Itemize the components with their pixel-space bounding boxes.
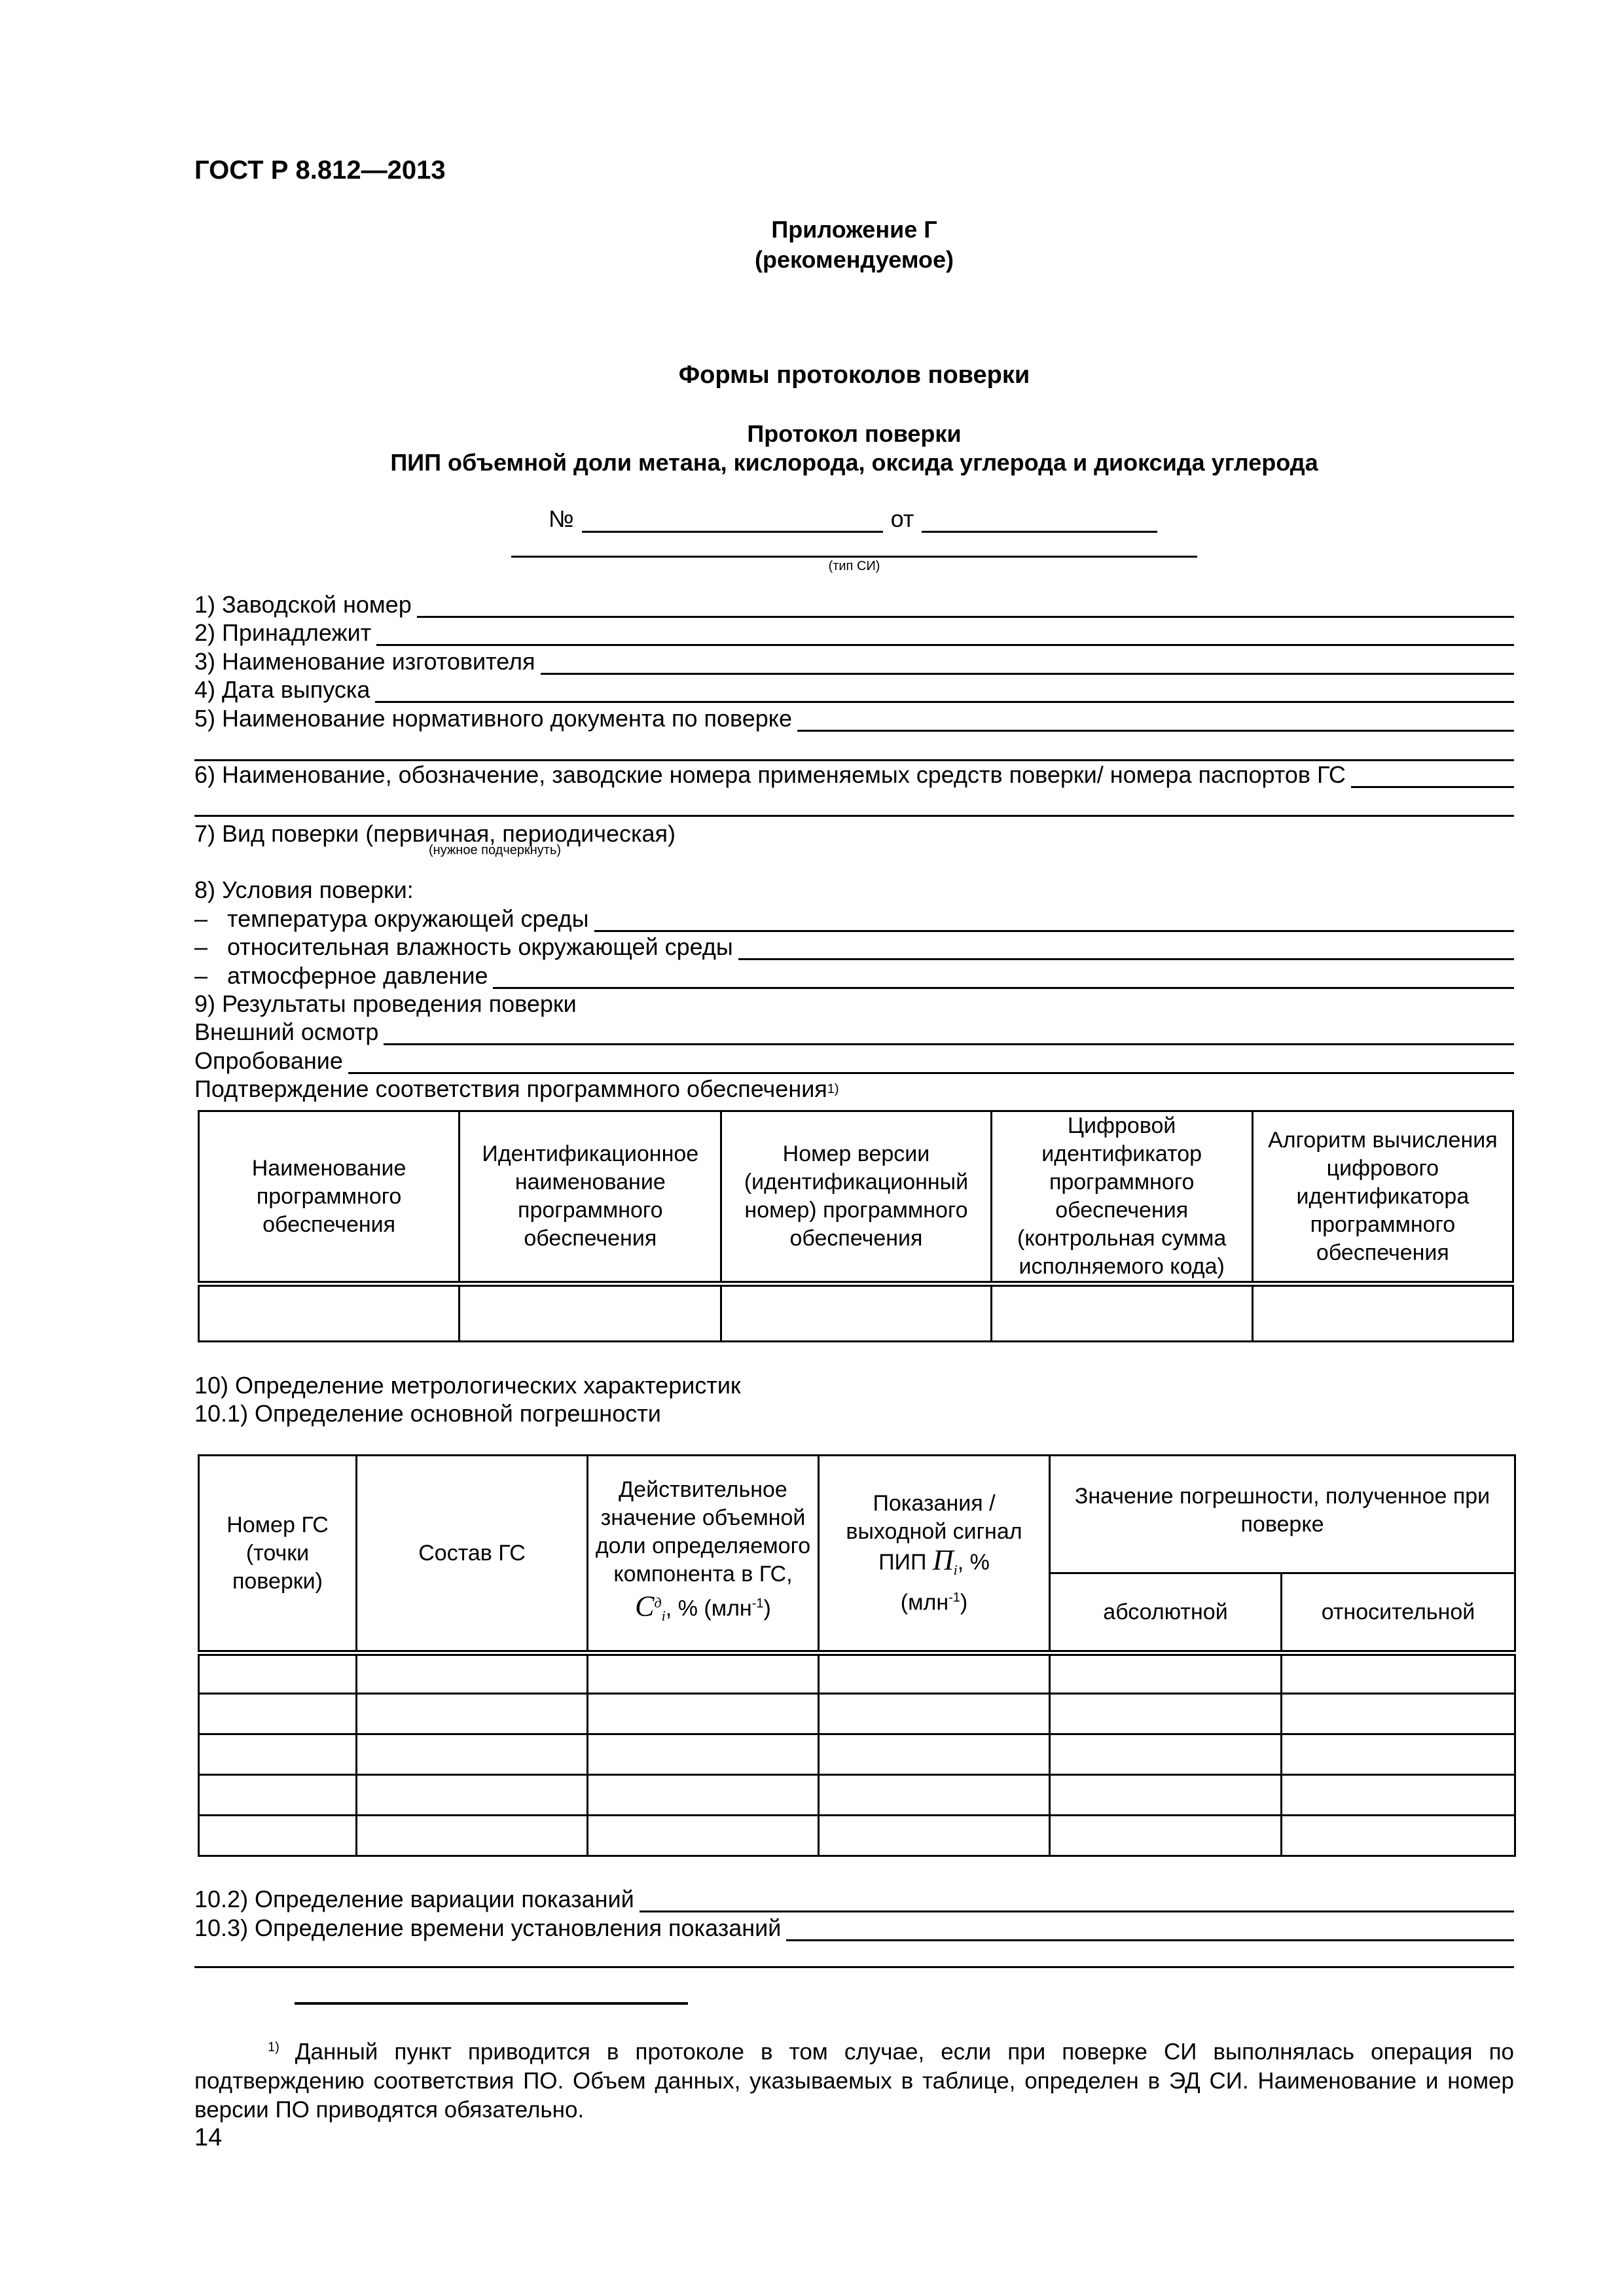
- field-verification-type: [194, 818, 1514, 847]
- field-inspection: [194, 1016, 1514, 1045]
- field-release-date: [194, 674, 1514, 703]
- table-cell[interactable]: [460, 1284, 721, 1342]
- table-cell[interactable]: [1282, 1775, 1515, 1816]
- table-cell[interactable]: [819, 1816, 1050, 1856]
- field-line[interactable]: [194, 815, 1514, 817]
- table-cell[interactable]: [819, 1734, 1050, 1775]
- table-cell[interactable]: [1282, 1694, 1515, 1734]
- col-header-error: Значение погрешности, полученное при поверке: [1050, 1456, 1515, 1573]
- col-header-absolute: абсолютной: [1050, 1573, 1282, 1653]
- table-cell[interactable]: [357, 1816, 588, 1856]
- field-label: 10.3) Определение времени установления показаний: [194, 1914, 782, 1941]
- unit-exp: -1: [948, 1590, 960, 1605]
- table-cell[interactable]: [199, 1694, 357, 1734]
- field-testing: [194, 1045, 1514, 1074]
- col-header-actual-value: Действительное значение объемной доли определяемого компонента в ГС, $C^д_i$, % (млн$^{-1}$): [588, 1456, 819, 1653]
- table-cell[interactable]: [1282, 1653, 1515, 1694]
- table-cell[interactable]: [199, 1284, 460, 1342]
- table-cell[interactable]: [1050, 1734, 1282, 1775]
- footnote-ref: 1): [827, 1082, 839, 1096]
- field-line[interactable]: [640, 1891, 1514, 1912]
- table-cell[interactable]: [819, 1694, 1050, 1734]
- col-header: Номер версии (идентификационный номер) программного обеспечения: [721, 1111, 991, 1284]
- section10-title: [194, 1370, 1514, 1399]
- symbol-c: C: [635, 1590, 655, 1623]
- col-header: Цифровой идентификатор программного обеспечения (контрольная сумма исполняемого кода): [991, 1111, 1252, 1284]
- type-field[interactable]: [511, 556, 1197, 558]
- field-humidity: [194, 931, 1514, 960]
- col-header-gs-composition: Состав ГС: [357, 1456, 588, 1653]
- field-line[interactable]: [194, 1966, 1514, 1968]
- section10-1-title: [194, 1398, 1514, 1427]
- unit-exp: -1: [751, 1596, 764, 1611]
- table-cell[interactable]: [199, 1775, 357, 1816]
- table-cell[interactable]: [588, 1734, 819, 1775]
- field-label: – температура окружающей среды: [194, 905, 589, 932]
- table-cell[interactable]: [1050, 1694, 1282, 1734]
- footnote-text: Данный пункт приводится в протоколе в том случае, если при поверке СИ выполнялась операция по подтверждению соответствия ПО. Объем данных, указываемых в таблице, определен в ЭД СИ. Наименование и номер версии ПО приводятся обязательно.: [194, 2039, 1514, 2123]
- table-cell[interactable]: [588, 1653, 819, 1694]
- field-label: 1) Заводской номер: [194, 591, 412, 618]
- footnote-mark: 1): [268, 2040, 280, 2054]
- field-line[interactable]: [594, 910, 1514, 932]
- appendix-title: Приложение Г: [771, 216, 937, 243]
- symbol-sub: i: [661, 1607, 666, 1624]
- field-normative-doc: [194, 703, 1514, 732]
- field-label: 9) Результаты проведения поверки: [194, 990, 577, 1017]
- unit-text: , %: [957, 1549, 990, 1575]
- table-row: [199, 1816, 1515, 1856]
- table-cell[interactable]: [357, 1775, 588, 1816]
- table-cell[interactable]: [199, 1816, 357, 1856]
- field-temperature: [194, 903, 1514, 932]
- protocol-subtitle: ПИП объемной доли метана, кислорода, оксида углерода и диоксида углерода: [390, 449, 1318, 476]
- table-cell[interactable]: [357, 1653, 588, 1694]
- field-line[interactable]: [738, 939, 1514, 960]
- field-line[interactable]: [417, 596, 1514, 618]
- field-line[interactable]: [348, 1052, 1514, 1074]
- field-label: – относительная влажность окружающей среды: [194, 933, 733, 960]
- field-variation: [194, 1884, 1514, 1912]
- unit-text: (млн: [900, 1590, 949, 1615]
- field-label: 10) Определение метрологических характеристик: [194, 1372, 741, 1399]
- table-cell[interactable]: [819, 1653, 1050, 1694]
- table-cell[interactable]: [1050, 1653, 1282, 1694]
- date-label: от: [890, 505, 914, 532]
- table-row: [199, 1653, 1515, 1694]
- table-cell[interactable]: [1050, 1816, 1282, 1856]
- software-heading: [194, 1073, 1514, 1102]
- conditions-heading: [194, 874, 1514, 903]
- protocol-title: Протокол поверки: [747, 420, 962, 447]
- field-manufacturer: [194, 646, 1514, 675]
- table-cell[interactable]: [588, 1694, 819, 1734]
- underline-hint: (нужное подчеркнуть): [429, 843, 562, 857]
- field-label: Опробование: [194, 1047, 343, 1074]
- results-heading: [194, 988, 1514, 1017]
- field-label: 4) Дата выпуска: [194, 676, 370, 703]
- table-cell[interactable]: [721, 1284, 991, 1342]
- col-header-gs-number: Номер ГС (точки поверки): [199, 1456, 357, 1653]
- field-label: 10.1) Определение основной погрешности: [194, 1400, 661, 1427]
- type-hint: (тип СИ): [828, 559, 880, 573]
- field-line[interactable]: [786, 1920, 1514, 1941]
- unit-text: , % (млн: [665, 1596, 752, 1621]
- field-label: 7) Вид поверки (первичная, периодическая): [194, 820, 676, 847]
- table-cell[interactable]: [357, 1734, 588, 1775]
- field-pressure: [194, 960, 1514, 989]
- footnote: [194, 2033, 1514, 2125]
- field-line[interactable]: [493, 967, 1514, 989]
- table-cell[interactable]: [1282, 1816, 1515, 1856]
- table-cell[interactable]: [199, 1653, 357, 1694]
- date-field[interactable]: [922, 511, 1157, 533]
- field-label: – атмосферное давление: [194, 962, 488, 989]
- field-label: Подтверждение соответствия программного обеспечения: [194, 1075, 827, 1102]
- table-row: [199, 1775, 1515, 1816]
- col-header: Идентификационное наименование программного обеспечения: [460, 1111, 721, 1284]
- protocol-number-row: [549, 504, 1164, 533]
- field-label: 3) Наименование изготовителя: [194, 648, 535, 675]
- field-line[interactable]: [1351, 766, 1514, 788]
- footnote-separator: [295, 2002, 688, 2005]
- standard-header: ГОСТ Р 8.812—2013: [194, 156, 446, 185]
- field-label: Внешний осмотр: [194, 1018, 379, 1045]
- field-line[interactable]: [797, 710, 1514, 732]
- table-cell[interactable]: [199, 1734, 357, 1775]
- field-standards: [194, 759, 1514, 788]
- number-field[interactable]: [582, 511, 883, 533]
- field-owner: [194, 617, 1514, 646]
- table-row: [199, 1694, 1515, 1734]
- field-line[interactable]: [384, 1024, 1514, 1045]
- table-cell[interactable]: [991, 1284, 1252, 1342]
- table-cell[interactable]: [1050, 1775, 1282, 1816]
- error-table: [198, 1454, 1516, 1857]
- col-header: Наименование программного обеспечения: [199, 1111, 460, 1284]
- field-label: 2) Принадлежит: [194, 619, 372, 646]
- table-row: [199, 1734, 1515, 1775]
- table-cell[interactable]: [1282, 1734, 1515, 1775]
- number-label: №: [549, 505, 574, 532]
- field-label: 6) Наименование, обозначение, заводские номера применяемых средств поверки/ номера паспортов ГС: [194, 761, 1346, 788]
- symbol-p: П: [932, 1543, 954, 1576]
- symbol-sup: д: [654, 1594, 662, 1611]
- field-line[interactable]: [376, 624, 1514, 646]
- appendix-status: (рекомендуемое): [755, 246, 954, 273]
- col-header: Алгоритм вычисления цифрового идентификатора программного обеспечения: [1252, 1111, 1513, 1284]
- field-label: 5) Наименование нормативного документа по поверке: [194, 705, 792, 732]
- table-cell[interactable]: [819, 1775, 1050, 1816]
- section-title: Формы протоколов поверки: [678, 361, 1030, 389]
- table-cell[interactable]: [588, 1816, 819, 1856]
- page-number: 14: [194, 2124, 223, 2151]
- header-text: Действительное значение объемной доли определяемого компонента в ГС,: [595, 1477, 811, 1587]
- table-row: [199, 1284, 1513, 1342]
- table-cell[interactable]: [1252, 1284, 1513, 1342]
- table-cell[interactable]: [357, 1694, 588, 1734]
- field-line[interactable]: [375, 681, 1514, 703]
- header-text: Показания / выходной сигнал ПИП: [846, 1490, 1022, 1575]
- field-settling-time: [194, 1912, 1514, 1941]
- field-line[interactable]: [541, 653, 1514, 675]
- software-table: [198, 1110, 1514, 1342]
- field-label: 10.2) Определение вариации показаний: [194, 1886, 634, 1912]
- col-header-relative: относительной: [1282, 1573, 1515, 1653]
- table-cell[interactable]: [588, 1775, 819, 1816]
- field-label: 8) Условия поверки:: [194, 876, 414, 903]
- col-header-reading: Показания / выходной сигнал ПИП $П_i$, % (млн$^{-1}$): [819, 1456, 1050, 1653]
- symbol-sub: i: [953, 1561, 958, 1578]
- field-serial: [194, 589, 1514, 618]
